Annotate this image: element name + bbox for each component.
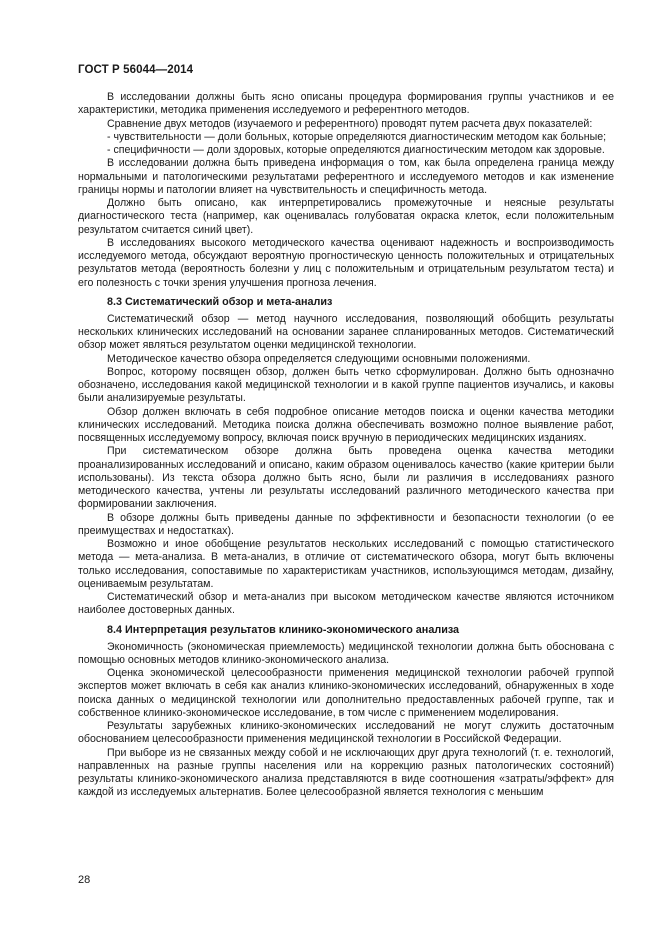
list-item: - чувствительности — доли больных, которые определяются диагностическим методом как больные;: [107, 130, 607, 143]
paragraph: Оценка экономической целесообразности применения медицинской технологии рабочей группой экспертов может включать в себя как анализ клинико-экономических исследований, обнаруженных в ходе поиска данных о медицинской технологии или дополнительно предоставленных рабочей группе, так и собственное клинико-экономическое исследование, в том числе с применением моделирования.: [78, 667, 614, 719]
page-number: 28: [78, 874, 91, 886]
list-item: - специфичности — доли здоровых, которые определяются диагностическим методом как здоровые.: [107, 144, 605, 156]
paragraph: Возможно и иное обобщение результатов нескольких исследований с помощью статистического метода — мета-анализа. В мета-анализ, в отличие от систематического обзора, могут быть включены только исследования, сопоставимые по характеристикам участников, использующимся методам, дизайну, оцениваемым результатам.: [78, 538, 614, 590]
paragraph: В исследованиях высокого методического качества оценивают надежность и воспроизводимость исследуемого метода, обсуждают вероятную прогностическую ценность положительных и отрицательных результатов метода (вероятность болезни у лиц с положительным и отрицательным результатом теста) и его полезность с точки зрения улучшения прогноза лечения.: [78, 236, 614, 289]
paragraph: Экономичность (экономическая приемлемость) медицинской технологии должна быть обоснована с помощью основных методов клинико-экономического анализа.: [78, 640, 614, 666]
paragraph: Методическое качество обзора определяется следующими основными положениями.: [107, 352, 531, 365]
section-heading: 8.4 Интерпретация результатов клинико-экономического анализа: [107, 623, 460, 636]
paragraph: Результаты зарубежных клинико-экономических исследований не могут служить достаточным обоснованием целесообразности применения медицинской технологии в Российской Федерации.: [78, 720, 614, 746]
paragraph: Должно быть описано, как интерпретировались промежуточные и неясные результаты диагностического теста (например, как оценивалась голубоватая окраска клеток, если положительным результатом считается синий цвет).: [78, 197, 614, 236]
document-header: ГОСТ Р 56044—2014: [78, 64, 194, 76]
paragraph: В исследовании должны быть ясно описаны процедура формирования группы участников и ее характеристики, методика применения исследуемого и референтного методов.: [78, 91, 614, 117]
paragraph: В обзоре должны быть приведены данные по эффективности и безопасности технологии (о ее преимуществах и недостатках).: [78, 511, 614, 537]
paragraph: Вопрос, которому посвящен обзор, должен быть четко сформулирован. Должно быть однозначно обозначено, исследования какой медицинской технологии и в какой группе пациентов изучались, и каковы были анализируемые результаты.: [78, 365, 614, 405]
section-heading: 8.3 Систематический обзор и мета-анализ: [107, 295, 333, 308]
paragraph: При систематическом обзоре должна быть проведена оценка качества методики проанализированных исследований и описано, каким образом оценивалось качество (какие критерии были использованы). Из текста обзора должно быть ясно, были ли различия в исследованиях разного методического качества, учтены ли результаты исследований различного методического качества при формировании заключения.: [78, 445, 614, 511]
paragraph: Сравнение двух методов (изучаемого и референтного) проводят путем расчета двух показателей:: [107, 117, 593, 130]
paragraph: При выборе из не связанных между собой и не исключающих друг друга технологий (т. е. технологий, направленных на разные группы населения или на коррекцию разных патологических состояний) результаты клинико-экономического анализа представляются в виде соотношения «затраты/эффект» для каждой из исследуемых альтернатив. Более целесообразной является технология с меньшим: [78, 746, 614, 799]
document-body: [78, 91, 614, 800]
paragraph: В исследовании должна быть приведена информация о том, как была определена граница между нормальными и патологическими результатами референтного и исследуемого методов и как изменение границы нормы и патологии влияет на чувствительность и специфичность метода.: [78, 157, 614, 196]
paragraph: Обзор должен включать в себя подробное описание методов поиска и оценки качества методики клинических исследований. Методика поиска должна обеспечивать возможно полное выявление работ, посвященных исследуемому вопросу, включая поиск вручную в периодических медицинских изданиях.: [78, 405, 614, 444]
paragraph: Систематический обзор — метод научного исследования, позволяющий обобщить результаты нескольких клинических исследований на основании заранее спланированных методов. Систематический обзор может являться результатом оценки медицинской технологии.: [78, 312, 614, 352]
paragraph: Систематический обзор и мета-анализ при высоком методическом качестве являются источником наиболее достоверных данных.: [78, 591, 614, 617]
